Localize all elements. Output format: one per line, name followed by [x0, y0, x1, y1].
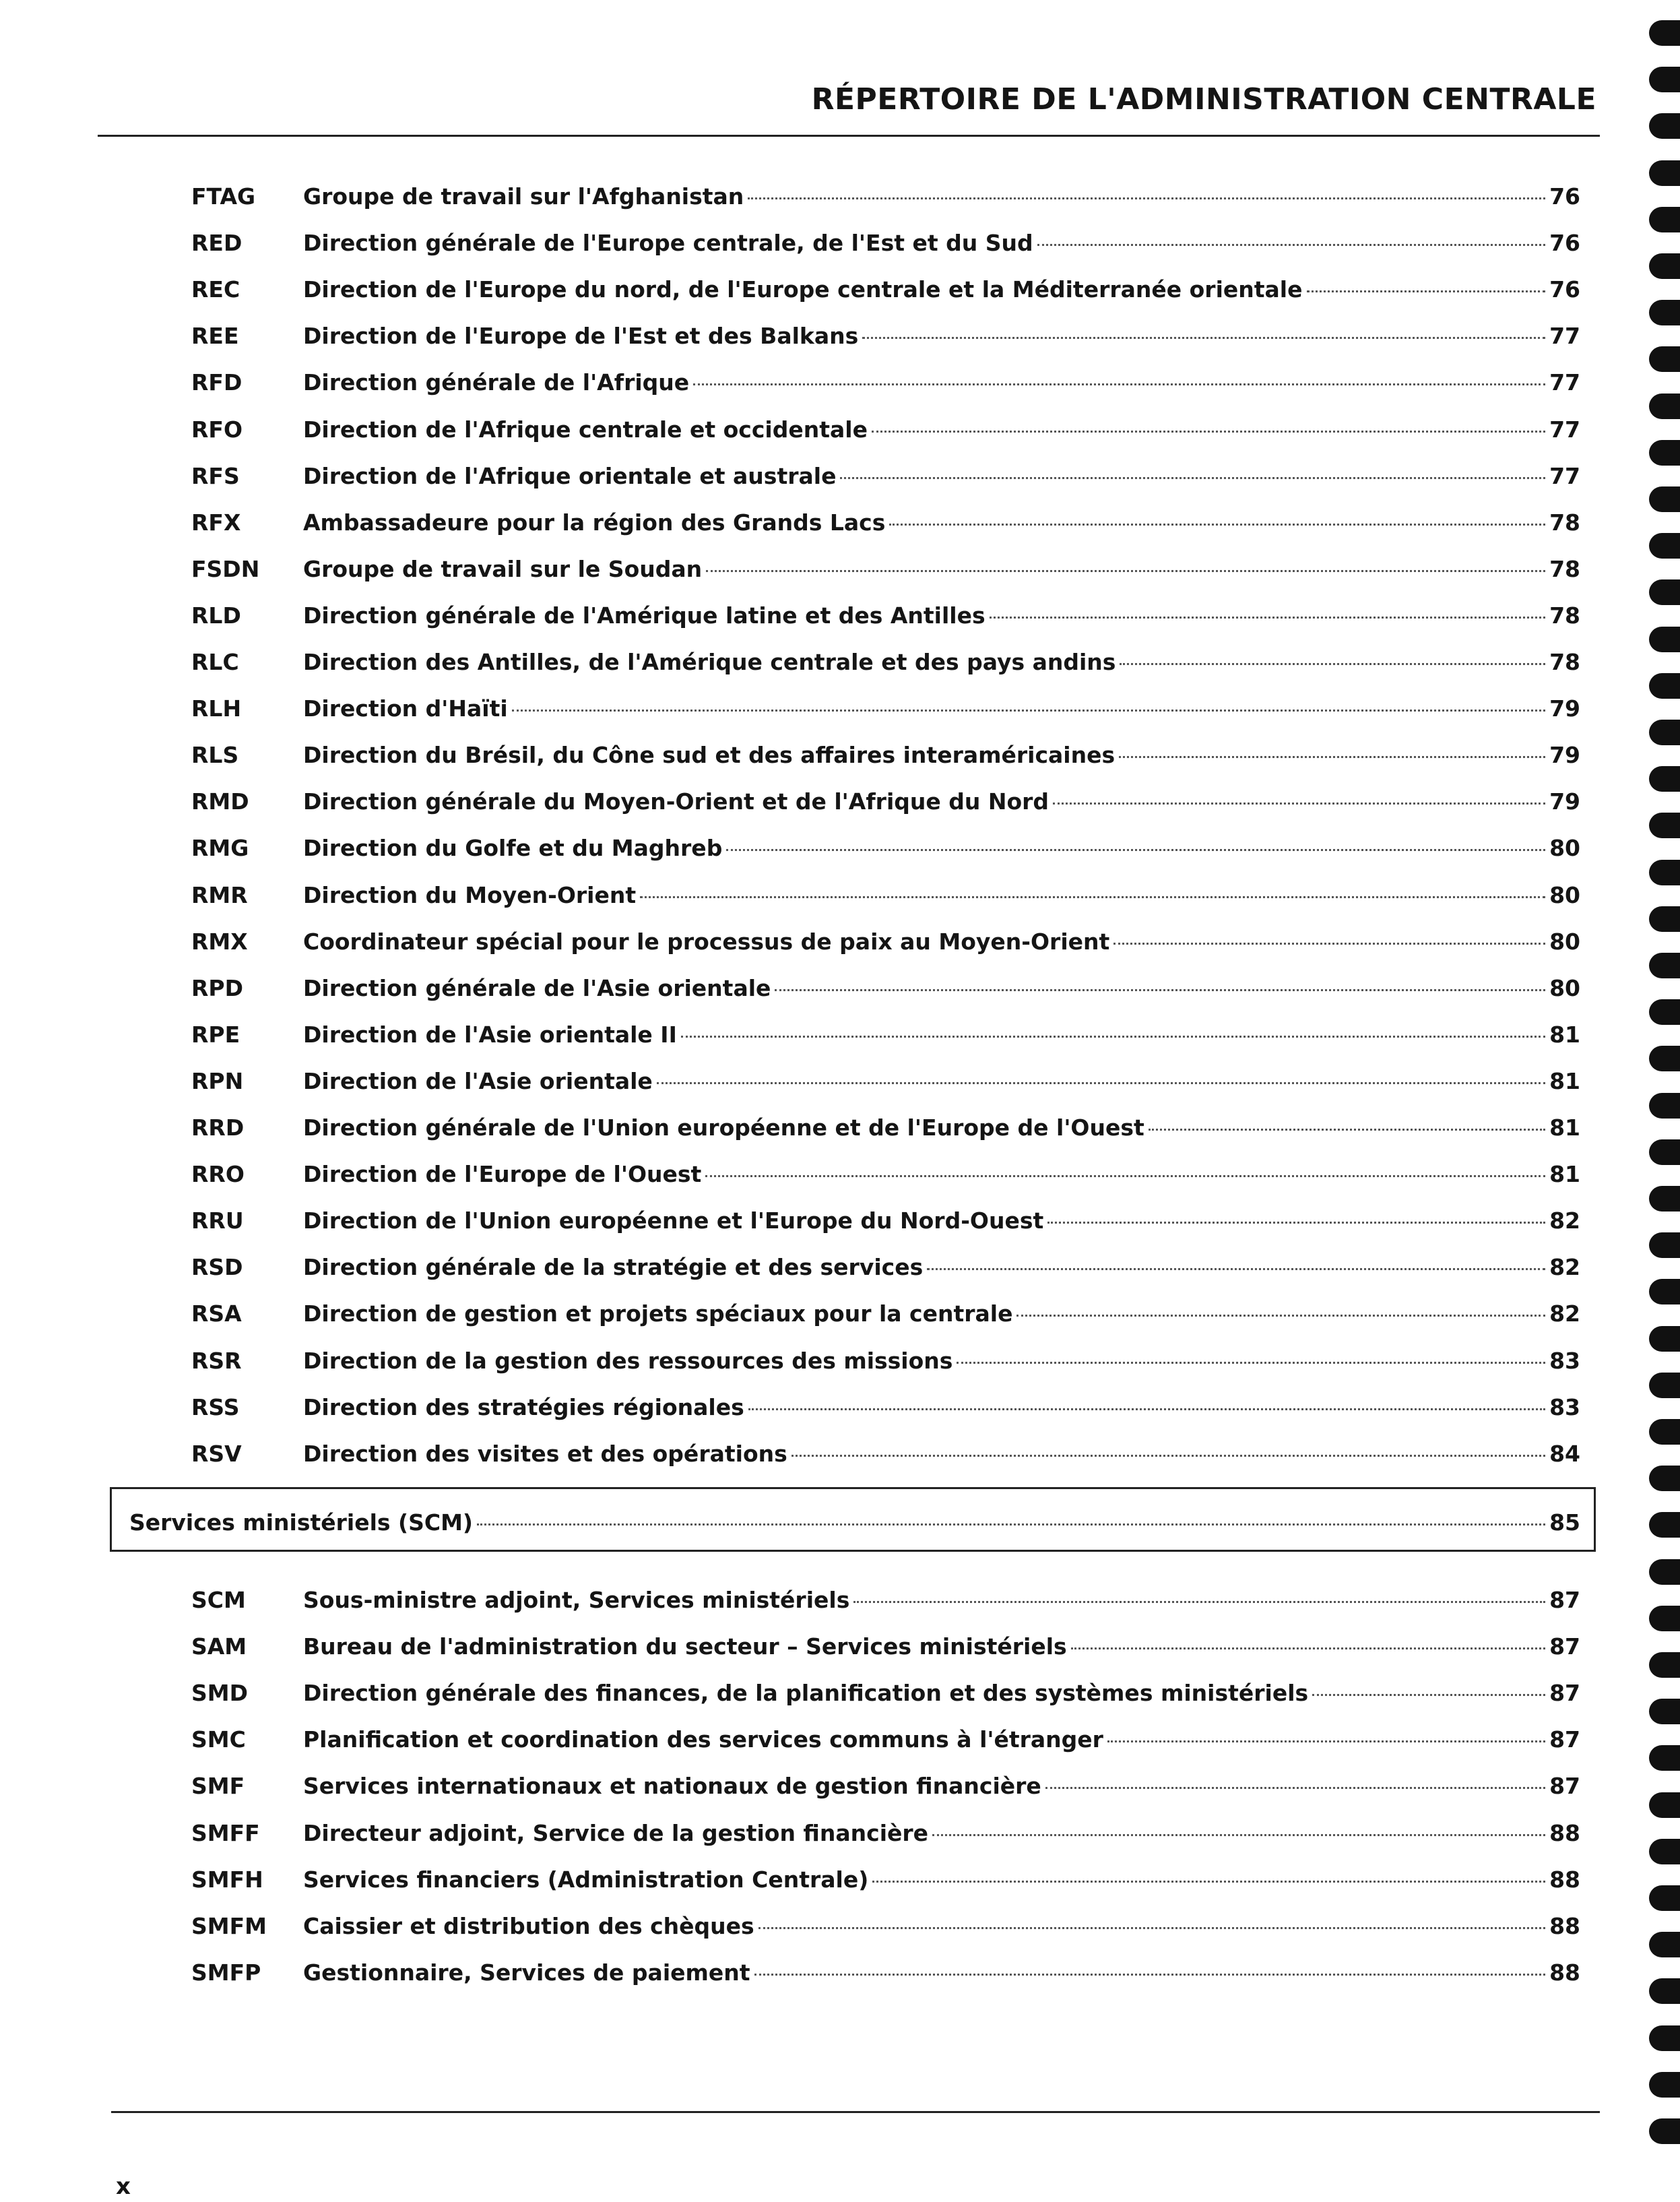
directory-entry [0, 1294, 1680, 1334]
directory-entry [0, 828, 1680, 869]
binding-hole [1649, 579, 1680, 605]
entry-code: RFO [191, 416, 243, 443]
entry-code: REC [191, 276, 240, 303]
binding-hole [1649, 627, 1680, 652]
entry-page-number: 78 [1549, 649, 1580, 675]
entry-title: Direction générale de la stratégie et des services [303, 1254, 924, 1281]
entry-page-number: 87 [1549, 1633, 1580, 1660]
entry-code: RMX [191, 928, 248, 955]
binding-hole [1649, 1559, 1680, 1585]
entry-title: Direction générale de l'Afrique [303, 369, 690, 396]
binding-hole [1649, 1466, 1680, 1491]
entry-title: Groupe de travail sur l'Afghanistan [303, 183, 744, 210]
entry-title: Direction de l'Asie orientale II [303, 1021, 677, 1048]
entry-title: Direction générale de l'Union européenne et de l'Europe de l'Ouest [303, 1114, 1144, 1141]
directory-entry [0, 596, 1680, 636]
entry-code: RPD [191, 974, 243, 1001]
binding-hole [1649, 1652, 1680, 1678]
entry-code: RLS [191, 742, 239, 769]
entry-page-number: 81 [1549, 1021, 1580, 1048]
entry-code: RLH [191, 695, 242, 722]
dot-leader [748, 1408, 1545, 1410]
binding-hole [1649, 1606, 1680, 1631]
section-page-number: 85 [1549, 1509, 1580, 1536]
binding-hole [1649, 1373, 1680, 1398]
entry-title: Directeur adjoint, Service de la gestion financière [303, 1819, 929, 1846]
dot-leader [681, 1036, 1545, 1038]
dot-leader [872, 431, 1545, 433]
directory-entry [0, 642, 1680, 683]
dot-leader [640, 896, 1545, 898]
entry-title: Direction des stratégies régionales [303, 1393, 744, 1420]
entry-page-number: 83 [1549, 1393, 1580, 1420]
binding-hole [1649, 673, 1680, 699]
directory-entry [0, 922, 1680, 962]
entry-title: Direction de l'Union européenne et l'Europe du Nord-Ouest [303, 1207, 1044, 1234]
binding-hole [1649, 1839, 1680, 1864]
entry-page-number: 83 [1549, 1347, 1580, 1374]
entry-page-number: 81 [1549, 1161, 1580, 1188]
directory-entry [0, 270, 1680, 310]
dot-leader [1312, 1694, 1545, 1696]
entry-title: Services internationaux et nationaux de gestion financière [303, 1773, 1041, 1800]
entry-page-number: 84 [1549, 1440, 1580, 1467]
entry-code: SMFP [191, 1959, 261, 1986]
entry-page-number: 76 [1549, 183, 1580, 210]
dot-leader [775, 989, 1545, 991]
binding-hole [1649, 440, 1680, 466]
entry-page-number: 78 [1549, 555, 1580, 582]
binding-hole [1649, 720, 1680, 745]
entry-code: RFD [191, 369, 243, 396]
dot-leader [990, 617, 1545, 619]
entry-page-number: 77 [1549, 323, 1580, 350]
directory-entry [0, 363, 1680, 403]
dot-leader [657, 1082, 1545, 1084]
dot-leader [706, 570, 1545, 572]
entry-code: SMD [191, 1680, 248, 1707]
entry-page-number: 77 [1549, 462, 1580, 489]
page-header-title: RÉPERTOIRE DE L'ADMINISTRATION CENTRALE [811, 82, 1596, 117]
dot-leader [927, 1268, 1545, 1270]
directory-entry [0, 1247, 1680, 1288]
binding-hole [1649, 1093, 1680, 1119]
binding-hole [1649, 300, 1680, 325]
entry-code: RMG [191, 835, 249, 862]
directory-entry [0, 1766, 1680, 1806]
entry-code: RFS [191, 462, 240, 489]
dot-leader [1037, 244, 1545, 246]
binding-hole [1649, 1419, 1680, 1445]
entry-page-number: 79 [1549, 742, 1580, 769]
entry-title: Direction de la gestion des ressources des missions [303, 1347, 953, 1374]
dot-leader [1016, 1315, 1545, 1317]
entry-code: RRU [191, 1207, 244, 1234]
entry-page-number: 82 [1549, 1300, 1580, 1327]
header-divider [98, 135, 1600, 137]
directory-entry [0, 503, 1680, 543]
binding-hole [1649, 813, 1680, 838]
dot-leader [791, 1455, 1545, 1457]
directory-entry [0, 1953, 1680, 1993]
entry-page-number: 81 [1549, 1067, 1580, 1094]
entry-code: RMD [191, 788, 249, 815]
dot-leader [932, 1834, 1545, 1836]
binding-hole [1649, 486, 1680, 512]
directory-entry [0, 1201, 1680, 1241]
entry-code: RRO [191, 1161, 245, 1188]
binding-hole [1649, 1792, 1680, 1818]
section-heading-box [110, 1487, 1596, 1552]
entry-title: Direction de l'Europe du nord, de l'Europe centrale et la Méditerranée orientale [303, 276, 1303, 303]
entry-code: RPN [191, 1067, 244, 1094]
page-number: x [116, 2173, 131, 2200]
binding-hole [1649, 2118, 1680, 2144]
entry-title: Sous-ministre adjoint, Services ministériels [303, 1587, 850, 1613]
entry-code: RSR [191, 1347, 242, 1374]
entry-code: FTAG [191, 183, 256, 210]
entry-title: Direction générale de l'Europe centrale, de l'Est et du Sud [303, 230, 1033, 257]
directory-entry [0, 1108, 1680, 1148]
binding-hole [1649, 1512, 1680, 1538]
directory-entry [0, 1154, 1680, 1195]
entry-page-number: 82 [1549, 1254, 1580, 1281]
entry-title: Direction de l'Asie orientale [303, 1067, 653, 1094]
dot-leader [872, 1881, 1545, 1883]
directory-entry [0, 968, 1680, 1009]
directory-entry [0, 1906, 1680, 1947]
directory-entry [0, 735, 1680, 776]
binding-hole [1649, 2025, 1680, 2051]
directory-entry [0, 223, 1680, 263]
directory-entry [0, 1434, 1680, 1474]
entry-code: SCM [191, 1587, 246, 1613]
entry-title: Direction générale de l'Amérique latine et des Antilles [303, 602, 986, 629]
dot-leader [477, 1523, 1545, 1525]
binding-hole [1649, 1279, 1680, 1304]
dot-leader [853, 1601, 1545, 1603]
entry-page-number: 87 [1549, 1726, 1580, 1753]
entry-page-number: 80 [1549, 974, 1580, 1001]
directory-entry [0, 1015, 1680, 1055]
dot-leader [705, 1175, 1545, 1177]
directory-entry [0, 1627, 1680, 1667]
dot-leader [1053, 803, 1545, 805]
directory-entry [0, 1580, 1680, 1621]
entry-page-number: 79 [1549, 788, 1580, 815]
entry-title: Direction de l'Europe de l'Est et des Balkans [303, 323, 859, 350]
directory-entry [0, 410, 1680, 450]
directory-entry [0, 1813, 1680, 1854]
binding-hole [1649, 394, 1680, 419]
binding-hole [1649, 1932, 1680, 1957]
directory-entry [0, 177, 1680, 217]
entry-title: Direction du Golfe et du Maghreb [303, 835, 723, 862]
entry-code: RSD [191, 1254, 243, 1281]
entry-code: SMF [191, 1773, 245, 1800]
entry-title: Direction des Antilles, de l'Amérique centrale et des pays andins [303, 649, 1116, 675]
entry-page-number: 77 [1549, 369, 1580, 396]
entry-code: RMR [191, 881, 248, 908]
entry-title: Direction générale des finances, de la planification et des systèmes ministériels [303, 1680, 1309, 1707]
binding-hole [1649, 1699, 1680, 1724]
binding-hole [1649, 906, 1680, 932]
entry-title: Groupe de travail sur le Soudan [303, 555, 703, 582]
dot-leader [840, 477, 1545, 479]
entry-title: Direction de l'Afrique orientale et australe [303, 462, 837, 489]
binding-hole [1649, 346, 1680, 372]
entry-code: RSS [191, 1393, 240, 1420]
entry-title: Planification et coordination des services communs à l'étranger [303, 1726, 1103, 1753]
binding-hole [1649, 113, 1680, 139]
entry-title: Direction de l'Europe de l'Ouest [303, 1161, 702, 1188]
dot-leader [1107, 1740, 1545, 1742]
entry-page-number: 88 [1549, 1912, 1580, 1939]
directory-entry [0, 1341, 1680, 1381]
entry-code: RPE [191, 1021, 240, 1048]
entry-title: Direction d'Haïti [303, 695, 508, 722]
binding-hole [1649, 253, 1680, 279]
entry-page-number: 78 [1549, 509, 1580, 536]
dot-leader [726, 849, 1545, 851]
dot-leader [1120, 663, 1545, 665]
directory-entry [0, 1061, 1680, 1102]
dot-leader [1149, 1129, 1545, 1131]
entry-page-number: 80 [1549, 881, 1580, 908]
entry-page-number: 88 [1549, 1866, 1580, 1893]
dot-leader [1045, 1787, 1545, 1789]
entry-title: Ambassadeure pour la région des Grands Lacs [303, 509, 886, 536]
directory-entry [0, 689, 1680, 729]
dot-leader [748, 197, 1545, 199]
entry-page-number: 76 [1549, 230, 1580, 257]
entry-code: SAM [191, 1633, 247, 1660]
directory-entry [0, 549, 1680, 590]
dot-leader [754, 1974, 1546, 1976]
dot-leader [512, 710, 1545, 712]
binding-hole [1649, 766, 1680, 792]
binding-hole [1649, 1978, 1680, 2004]
binding-hole [1649, 20, 1680, 46]
binding-hole [1649, 1139, 1680, 1165]
entry-code: RLC [191, 649, 239, 675]
entry-title: Caissier et distribution des chèques [303, 1912, 754, 1939]
entry-code: RSA [191, 1300, 242, 1327]
footer-divider [111, 2111, 1600, 2113]
entry-page-number: 79 [1549, 695, 1580, 722]
binding-hole [1649, 67, 1680, 92]
entry-code: RED [191, 230, 243, 257]
directory-entry [0, 456, 1680, 497]
directory-entry [0, 875, 1680, 916]
entry-page-number: 80 [1549, 928, 1580, 955]
binding-hole [1649, 999, 1680, 1025]
binding-holes [1641, 20, 1680, 2176]
binding-hole [1649, 1046, 1680, 1071]
directory-entry [0, 1720, 1680, 1760]
entry-page-number: 77 [1549, 416, 1580, 443]
entry-code: RFX [191, 509, 241, 536]
binding-hole [1649, 1326, 1680, 1352]
directory-entry [0, 1673, 1680, 1713]
entry-title: Direction du Moyen-Orient [303, 881, 637, 908]
entry-page-number: 82 [1549, 1207, 1580, 1234]
dot-leader [1113, 943, 1545, 945]
entry-page-number: 88 [1549, 1819, 1580, 1846]
section-title: Services ministériels (SCM) [129, 1509, 474, 1536]
entry-page-number: 80 [1549, 835, 1580, 862]
directory-entry [0, 316, 1680, 356]
entry-title: Direction de gestion et projets spéciaux pour la centrale [303, 1300, 1013, 1327]
entry-title: Direction générale de l'Asie orientale [303, 974, 771, 1001]
entry-title: Direction du Brésil, du Cône sud et des affaires interaméricaines [303, 742, 1116, 769]
entry-title: Services financiers (Administration Centrale) [303, 1866, 869, 1893]
binding-hole [1649, 1186, 1680, 1212]
directory-entry [0, 1387, 1680, 1428]
entry-title: Direction de l'Afrique centrale et occidentale [303, 416, 868, 443]
entry-page-number: 76 [1549, 276, 1580, 303]
binding-hole [1649, 2072, 1680, 2098]
binding-hole [1649, 160, 1680, 186]
dot-leader [957, 1362, 1545, 1364]
entry-page-number: 87 [1549, 1773, 1580, 1800]
entry-page-number: 78 [1549, 602, 1580, 629]
entry-code: SMFH [191, 1866, 263, 1893]
binding-hole [1649, 207, 1680, 232]
dot-leader [693, 383, 1545, 385]
binding-hole [1649, 1232, 1680, 1258]
binding-hole [1649, 860, 1680, 885]
entry-page-number: 88 [1549, 1959, 1580, 1986]
binding-hole [1649, 533, 1680, 559]
entry-page-number: 87 [1549, 1680, 1580, 1707]
entry-title: Direction des visites et des opérations [303, 1440, 787, 1467]
directory-entry [0, 1860, 1680, 1900]
binding-hole [1649, 953, 1680, 978]
entry-code: FSDN [191, 555, 260, 582]
entry-code: SMFF [191, 1819, 260, 1846]
dot-leader [862, 337, 1545, 339]
dot-leader [758, 1927, 1545, 1929]
entry-page-number: 87 [1549, 1587, 1580, 1613]
entry-code: RLD [191, 602, 241, 629]
entry-title: Coordinateur spécial pour le processus de paix au Moyen-Orient [303, 928, 1110, 955]
entry-code: RRD [191, 1114, 245, 1141]
entry-code: REE [191, 323, 239, 350]
entry-title: Direction générale du Moyen-Orient et de l'Afrique du Nord [303, 788, 1049, 815]
entry-title: Bureau de l'administration du secteur – Services ministériels [303, 1633, 1067, 1660]
dot-leader [889, 524, 1545, 526]
entry-title: Gestionnaire, Services de paiement [303, 1959, 750, 1986]
entry-code: RSV [191, 1440, 242, 1467]
dot-leader [1047, 1222, 1545, 1224]
directory-entry [0, 782, 1680, 822]
binding-hole [1649, 1745, 1680, 1771]
dot-leader [1307, 290, 1546, 292]
entry-code: SMC [191, 1726, 246, 1753]
dot-leader [1071, 1647, 1545, 1649]
binding-hole [1649, 1885, 1680, 1911]
entry-code: SMFM [191, 1912, 267, 1939]
entry-page-number: 81 [1549, 1114, 1580, 1141]
dot-leader [1119, 756, 1545, 758]
